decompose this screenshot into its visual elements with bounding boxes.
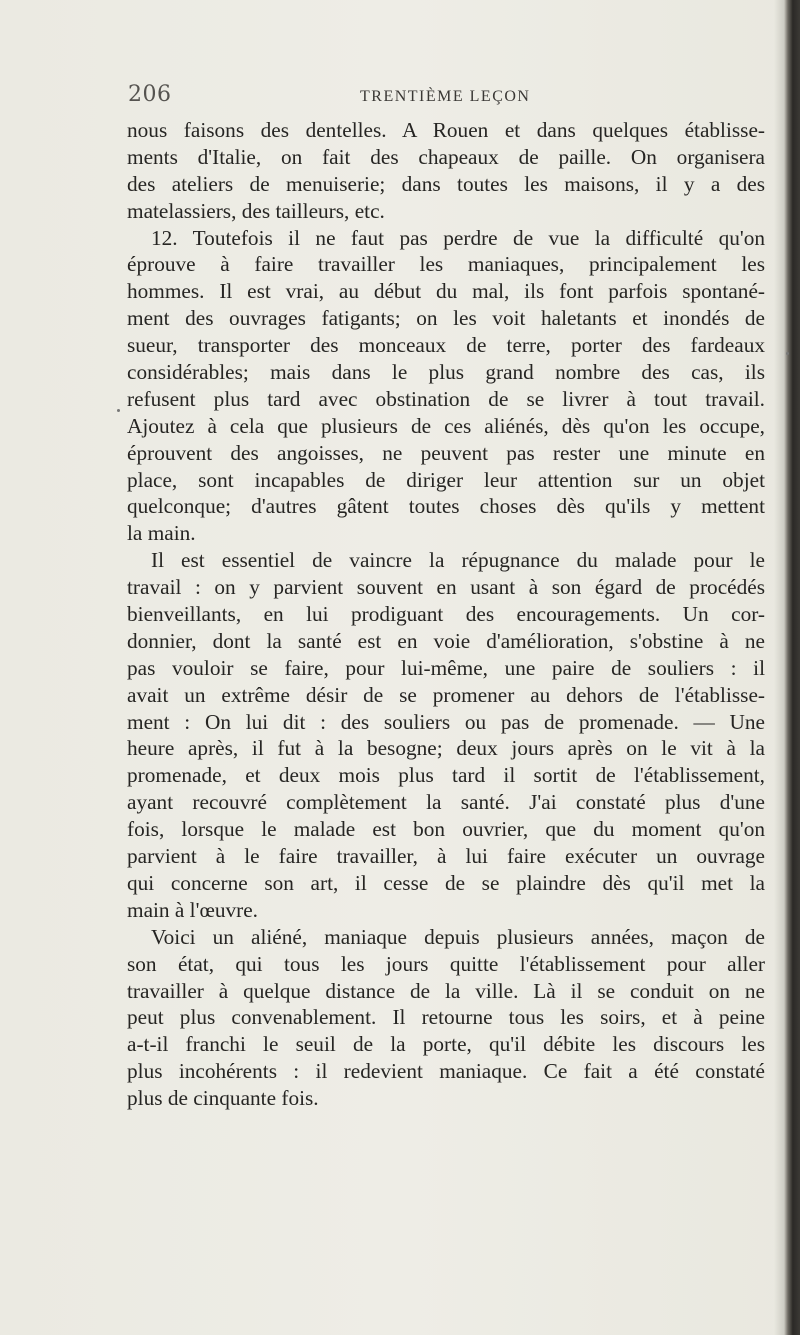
text-line: matelassiers, des tailleurs, etc. [127, 198, 385, 223]
text-line: considérables; mais dans le plus grand nombre des cas, ils [127, 360, 765, 385]
margin-speck [117, 409, 120, 412]
text-line: place, sont incapables de diriger leur attention sur un objet [127, 467, 765, 492]
text-line: fois, lorsque le malade est bon ouvrier, que du moment qu'on [127, 817, 765, 842]
text-line: éprouve à faire travailler les maniaques, principalement les [127, 252, 765, 277]
text-line: nous faisons des dentelles. A Rouen et dans quelques établisse- [127, 118, 765, 142]
text-line: travail : on y parvient souvent en usant à son égard de procédés [127, 575, 765, 600]
body-text [127, 117, 765, 1112]
text-line: ment des ouvrages fatigants; on les voit haletants et inondés de [127, 306, 765, 331]
text-line: ment : On lui dit : des souliers ou pas de promenade. — Une [127, 709, 765, 734]
text-line: plus incohérents : il redevient maniaque. Ce fait a été constaté [127, 1059, 765, 1084]
text-line: Voici un aliéné, maniaque depuis plusieurs années, maçon de [151, 924, 765, 949]
margin-speck [786, 352, 789, 355]
text-line: travailler à quelque distance de la ville. Là il se conduit on ne [127, 978, 765, 1003]
book-binding-edge [784, 0, 800, 1335]
text-line: peut plus convenablement. Il retourne tous les soirs, et à peine [127, 1005, 765, 1030]
text-line: avait un extrême désir de se promener au dehors de l'établisse- [127, 682, 765, 707]
text-line: refusent plus tard avec obstination de se livrer à tout travail. [127, 386, 765, 411]
text-line: des ateliers de menuiserie; dans toutes les maisons, il y a des [127, 171, 765, 196]
text-line: plus de cinquante fois. [127, 1086, 319, 1111]
text-line: quelconque; d'autres gâtent toutes choses dès qu'ils y mettent [127, 494, 765, 519]
running-head: TRENTIÈME LEÇON [360, 88, 531, 105]
text-line: a-t-il franchi le seuil de la porte, qu'il débite les discours les [127, 1032, 765, 1057]
text-line: Il est essentiel de vaincre la répugnance du malade pour le [151, 548, 765, 573]
text-line: son état, qui tous les jours quitte l'établissement pour aller [127, 951, 765, 976]
page-number: 206 [128, 82, 172, 107]
text-line: éprouvent des angoisses, ne peuvent pas rester une minute en [127, 440, 765, 465]
text-line: ayant recouvré complètement la santé. J'ai constaté plus d'une [127, 790, 765, 815]
text-line: hommes. Il est vrai, au début du mal, ils font parfois spontané- [127, 279, 765, 304]
text-line: parvient à le faire travailler, à lui faire exécuter un ouvrage [127, 844, 765, 869]
text-line: Ajoutez à cela que plusieurs de ces aliénés, dès qu'on les occupe, [127, 413, 765, 438]
text-line: pas vouloir se faire, pour lui-même, une paire de souliers : il [127, 655, 765, 680]
text-line: heure après, il fut à la besogne; deux jours après on le vit à la [127, 736, 765, 761]
text-line: bienveillants, en lui prodiguant des encouragements. Un cor- [127, 602, 765, 627]
text-line: ments d'Italie, on fait des chapeaux de paille. On organisera [127, 144, 765, 169]
text-line: donnier, dont la santé est en voie d'amélioration, s'obstine à ne [127, 628, 765, 653]
text-line: qui concerne son art, il cesse de se plaindre dès qu'il met la [127, 870, 765, 895]
text-line: 12. Toutefois il ne faut pas perdre de vue la difficulté qu'on [151, 225, 765, 250]
text-line: sueur, transporter des monceaux de terre, porter des fardeaux [127, 333, 765, 358]
text-line: main à l'œuvre. [127, 897, 258, 922]
page-edge-shadow [774, 0, 784, 1335]
text-line: la main. [127, 521, 196, 546]
text-line: promenade, et deux mois plus tard il sortit de l'établissement, [127, 763, 765, 788]
